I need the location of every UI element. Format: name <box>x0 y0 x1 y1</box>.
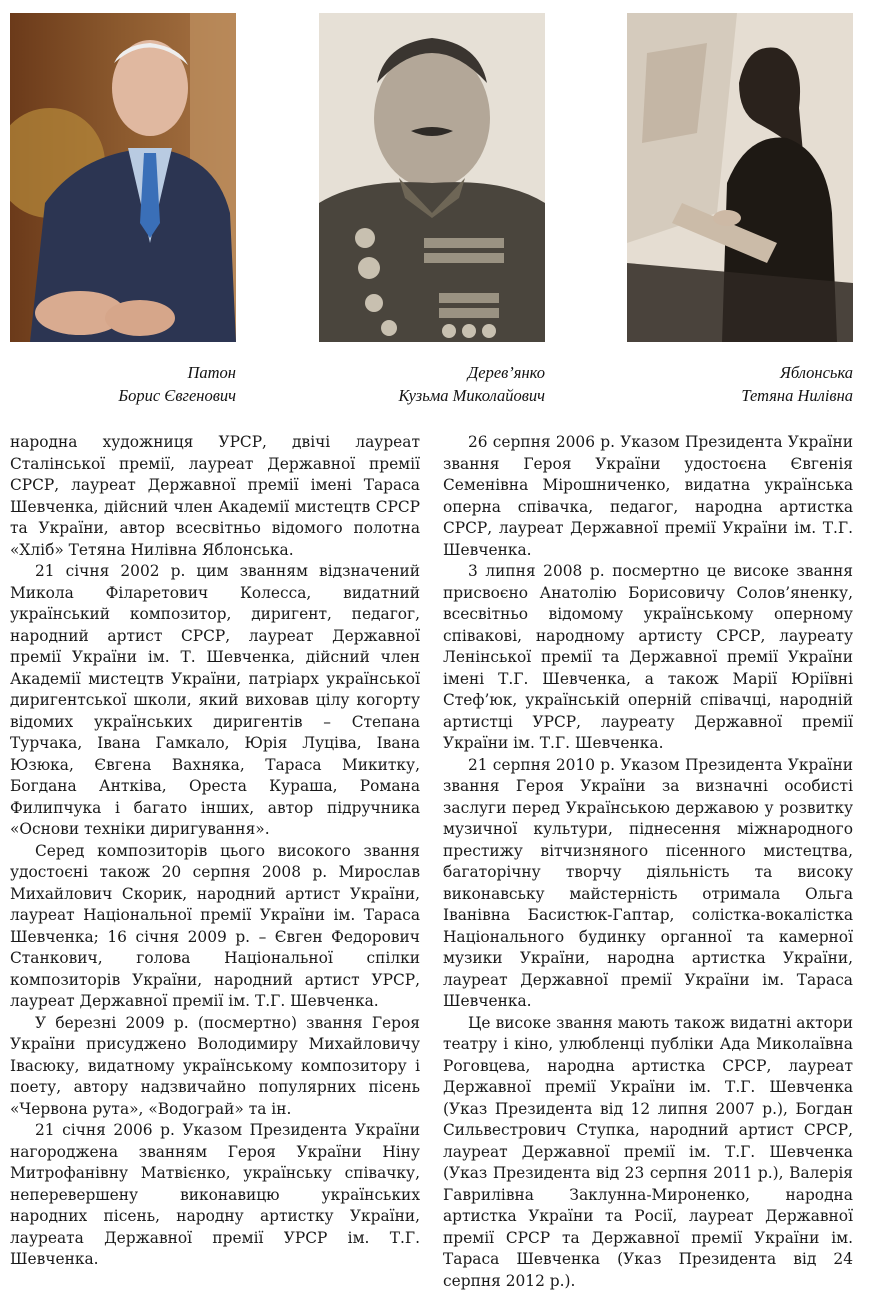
photo-caption <box>319 361 545 407</box>
paragraph: народна художниця УРСР, двічі лауреат Сталінської премії, лауреат Державної премії СРСР, лауреат Державної премії імені Тараса Шевченка, дійсний член Академії мистецтв СРСР та України, автор всесвітньо відомого полотна «Хліб» Тетяна Нилівна Яблонська. <box>10 433 420 559</box>
text-column-left <box>10 432 420 1271</box>
portrait-photo-derevianko <box>319 13 545 342</box>
paragraph: 21 серпня 2010 р. Указом Президента України звання Героя України за визначні особисті заслуги перед Українською державою у розвитку музичної культури, піднесення міжнародного престижу вітчизняного пісенного мистецтва, багаторічну творчу діяльність та високу виконавську майстерність отримала Ольга Іванівна Басистюк-Гаптар, солістка-вокалістка Національного будинку органної та камерної музики України, народна артистка України, лауреат Державної премії України ім. Тараса Шевченка. <box>443 755 853 1010</box>
caption-surname: Дерев’янко <box>467 363 545 382</box>
caption-given-names: Кузьма Миколайович <box>398 386 545 405</box>
paragraph: Серед композиторів цього високого звання удостоєні також 20 серпня 2008 р. Мирослав Михайлович Скорик, народний артист України, лауреат Національної премії України ім. Тараса Шевченка; 16 січня 2009 р. – Євген Федорович Станкович, голова Національної спілки композиторів України, народний артист УРСР, лауреат Державної премії ім. Т.Г. Шевченка. <box>10 841 420 1010</box>
caption-surname: Патон <box>187 363 236 382</box>
caption-given-names: Тетяна Нилівна <box>741 386 853 405</box>
portrait-photo-paton <box>10 13 236 342</box>
caption-surname: Яблонська <box>780 363 853 382</box>
portrait-photo-yablonska <box>627 13 853 342</box>
caption-given-names: Борис Євгенович <box>118 386 236 405</box>
paragraph: 26 серпня 2006 р. Указом Президента України звання Героя України удостоєна Євгенія Семенівна Мірошниченко, видатна українська оперна співачка, педагог, народна артистка СРСР, лауреат Державної премії України ім. Т.Г. Шевченка. <box>443 433 853 559</box>
photo-caption <box>627 361 853 407</box>
paragraph: У березні 2009 р. (посмертно) звання Героя України присуджено Володимиру Михайловичу Івасюку, видатному українському композитору і поету, автору надзвичайно популярних пісень «Червона рута», «Водограй» та ін. <box>10 1013 420 1118</box>
paragraph: 21 січня 2006 р. Указом Президента України нагороджена званням Героя України Ніну Митрофанівну Матвієнко, українську співачку, неперевершену виконавицю українських народних пісень, народну артистку України, лауреата Державної премії УРСР ім. Т.Г. Шевченка. <box>10 1121 420 1268</box>
paragraph: 3 липня 2008 р. посмертно це високе звання присвоєно Анатолію Борисовичу Солов’яненку, всесвітньо відомому українському оперному співакові, народному артисту СРСР, лауреату Ленінської премії та Державної премії України імені Т.Г. Шевченка, а також Марії Юріївні Стеф’юк, українській оперній співачці, народній артистці УРСР, лауреату Державної премії України ім. Т.Г. Шевченка. <box>443 562 853 752</box>
paragraph: Це високе звання мають також видатні актори театру і кіно, улюбленці публіки Ада Миколаївна Роговцева, народна артистка СРСР, лауреат Державної премії України ім. Т.Г. Шевченка (Указ Президента від 12 липня 2007 р.), Богдан Сильвестрович Ступка, народний артист СРСР, лауреат Державної премії ім. Т.Г. Шевченка (Указ Президента від 23 серпня 2011 р.), Валерія Гаврилівна Заклунна-Мироненко, народна артистка України та Росії, лауреат Державної премії СРСР та Державної премії України ім. Тараса Шевченка (Указ Президента від 24 серпня 2012 р.). <box>443 1013 853 1290</box>
paragraph: 21 січня 2002 р. цим званням відзначений Микола Філаретович Колесса, видатний український композитор, диригент, педагог, народний артист СРСР, лауреат Державної премії України ім. Т. Шевченка, дійсний член Академії мистецтв України, патріарх української диригентської школи, який виховав цілу когорту відомих українських диригентів – Степана Турчака, Івана Гамкало, Юрія Луціва, Івана Юзюка, Євгена Вахняка, Тараса Микитку, Богдана Антківа, Ореста Кураша, Романа Филипчука і багато інших, автор підручника «Основи техніки диригування». <box>10 562 420 838</box>
photo-caption <box>10 361 236 407</box>
text-column-right <box>443 432 853 1292</box>
